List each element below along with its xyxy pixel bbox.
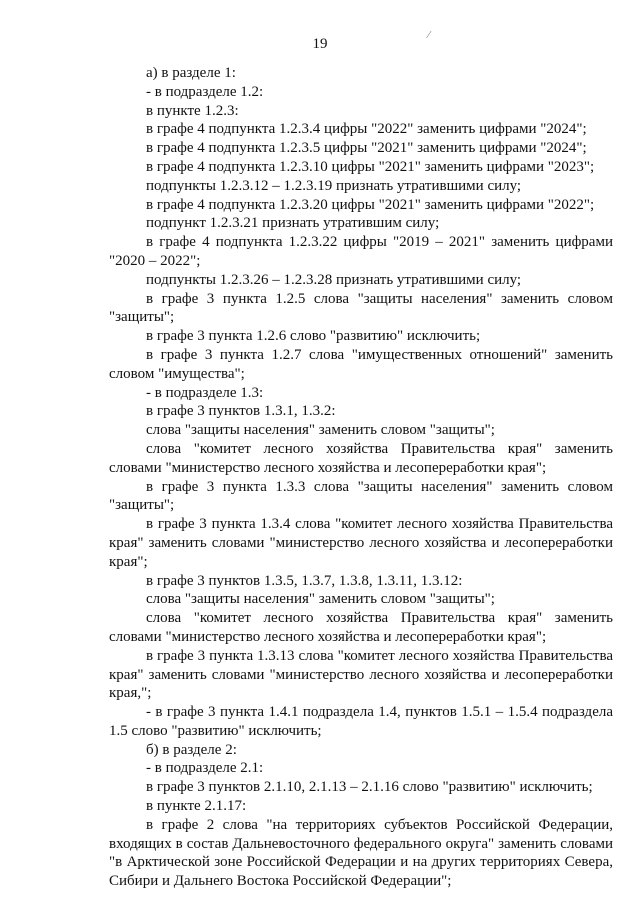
paragraph: слова "защиты населения" заменить словом "защиты"; [146,591,495,608]
paragraph: в графе 3 пункта 1.2.6 слово "развитию" исключить; [146,328,481,345]
paragraph: в графе 4 подпункта 1.2.3.4 цифры "2022" заменить цифрами "2024"; [146,121,587,138]
paragraph: - в графе 3 пункта 1.4.1 подраздела 1.4, пунктов 1.5.1 – 1.5.4 подраздела 1.5 слово "развитию" исключить; [109,704,613,739]
paragraph: в графе 4 подпункта 1.2.3.22 цифры "2019 – 2021" заменить цифрами "2020 – 2022"; [109,234,613,269]
paragraph: подпункты 1.2.3.26 – 1.2.3.28 признать утратившими силу; [146,271,522,288]
paragraph: слова "комитет лесного хозяйства Правительства края" заменить словами "министерство лесного хозяйства и лесопереработки края"; [109,440,613,476]
paragraph: в графе 4 подпункта 1.2.3.20 цифры "2021" заменить цифрами "2022"; [146,196,595,213]
scan-mark: ⁄ [428,30,430,41]
paragraph: в графе 4 подпункта 1.2.3.5 цифры "2021" заменить цифрами "2024"; [146,140,587,157]
page-number: 19 [312,36,328,52]
paragraph: - в подразделе 1.3: [146,384,264,401]
paragraph: в графе 4 подпункта 1.2.3.10 цифры "2021" заменить цифрами "2023"; [146,158,595,175]
paragraph: в графе 3 пункта 1.2.5 слова "защиты населения" заменить словом "защиты"; [109,290,613,326]
paragraph: - в подразделе 2.1: [146,760,264,777]
paragraph: в графе 3 пункта 1.3.13 слова "комитет лесного хозяйства Правительства края" заменить словами "министерство лесного хозяйства и лесопереработки края,"; [109,647,613,702]
paragraph: в графе 3 пунктов 2.1.10, 2.1.13 – 2.1.16 слово "развитию" исключить; [146,779,593,796]
paragraph: б) в разделе 2: [146,741,237,758]
paragraph: в графе 2 слова "на территориях субъектов Российской Федерации, входящих в состав Дальневосточного федерального округа" заменить словами "в Арктической зоне Российской Федерации и на других территориях Севера, Сибири и Дальнего Востока Российской Федерации"; [109,816,613,890]
paragraph: в пункте 2.1.17: [146,798,247,815]
document-body [109,64,613,891]
paragraph: а) в разделе 1: [146,65,236,81]
paragraph: в графе 3 пункта 1.3.3 слова "защиты населения" заменить словом "защиты"; [109,478,613,514]
paragraph: слова "защиты населения" заменить словом "защиты"; [146,422,495,439]
paragraph: в графе 3 пунктов 1.3.1, 1.3.2: [146,403,336,420]
paragraph: в графе 3 пункта 1.3.4 слова "комитет лесного хозяйства Правительства края" заменить словами "министерство лесного хозяйства и лесопереработки края"; [109,516,613,570]
paragraph: в графе 3 пункта 1.2.7 слова "имущественных отношений" заменить словом "имущества"; [109,346,613,382]
paragraph: в пункте 1.2.3: [146,102,239,119]
paragraph: подпункт 1.2.3.21 признать утратившим силу; [146,215,440,232]
paragraph: слова "комитет лесного хозяйства Правительства края" заменить словами "министерство лесного хозяйства и лесопереработки края"; [109,610,613,645]
paragraph: подпункты 1.2.3.12 – 1.2.3.19 признать утратившими силу; [146,177,522,194]
paragraph: - в подразделе 1.2: [146,83,264,100]
paragraph: в графе 3 пунктов 1.3.5, 1.3.7, 1.3.8, 1.3.11, 1.3.12: [146,572,463,589]
